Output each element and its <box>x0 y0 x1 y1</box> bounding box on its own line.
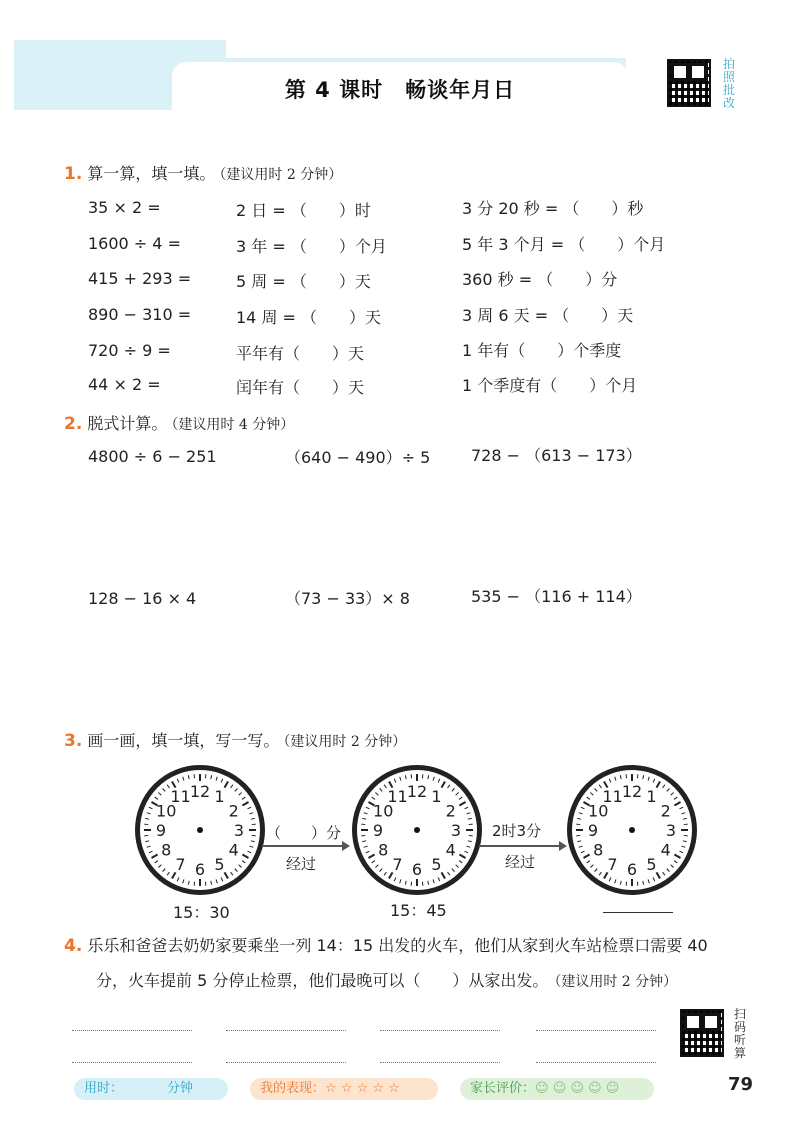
page-title: 第 4 课时 畅谈年月日 <box>284 78 516 102</box>
q4-line-2: 分，火车提前 5 分停止检票，他们最晚可以（ ）从家出发。 （建议用时 2 分钟） <box>96 971 678 990</box>
star-icon[interactable]: ☆ ☆ ☆ ☆ ☆ <box>325 1081 400 1096</box>
clock-tick <box>468 818 472 819</box>
clock-tick <box>211 881 212 885</box>
clock-tick <box>384 785 386 788</box>
q1-item: 1600 ÷ 4 = <box>88 234 181 253</box>
q1-item: 890 − 310 = <box>88 305 192 324</box>
q1-item[interactable]: 360 秒 = （ ）分 <box>462 270 618 289</box>
clock-tick <box>145 818 149 819</box>
arrow-right-icon <box>262 845 348 847</box>
clock-number: 12 <box>621 782 643 801</box>
q1-item[interactable]: 3 年 = （ ）个月 <box>236 237 387 256</box>
clock-tick <box>653 878 655 882</box>
clock-tick <box>438 878 440 882</box>
clock-tick <box>235 788 238 791</box>
clock-face <box>357 770 477 890</box>
clock-tick <box>595 869 598 872</box>
clock-tick <box>158 793 161 796</box>
clock-number: 5 <box>214 854 225 874</box>
clock-tick <box>459 802 465 806</box>
clock-tick <box>231 785 233 788</box>
clock-tick <box>242 802 248 806</box>
clock-tick <box>466 846 470 847</box>
q1-item: 35 × 2 = <box>88 198 161 217</box>
clock-tick <box>163 869 166 872</box>
clock-tick <box>452 869 455 872</box>
clock-number: 12 <box>189 782 211 801</box>
header-band-top <box>14 40 226 58</box>
clock-tick <box>158 865 161 868</box>
answer-dotted-line[interactable] <box>380 1062 500 1063</box>
clock-1[interactable] <box>135 765 265 895</box>
clock-tick <box>428 881 429 885</box>
clock-number: 9 <box>587 821 599 840</box>
answer-dotted-line[interactable] <box>72 1062 192 1063</box>
answer-dotted-line[interactable] <box>536 1062 656 1063</box>
q2-expression: 535 − （116 + 114） <box>471 587 642 606</box>
clock-number: 10 <box>156 801 177 821</box>
clock-tick <box>643 881 644 885</box>
clock-number: 3 <box>233 821 245 840</box>
clock-number: 12 <box>406 782 428 801</box>
clock-number: 3 <box>665 821 677 840</box>
clock-tick <box>581 851 585 853</box>
clock-tick <box>433 879 434 883</box>
q1-item[interactable]: 14 周 = （ ）天 <box>236 308 382 327</box>
q2-expression: 728 − （613 − 173） <box>471 446 642 465</box>
clock-tick <box>380 869 383 872</box>
clock-tick <box>251 818 255 819</box>
clock-tick <box>369 855 375 859</box>
clock-tick <box>249 813 253 814</box>
clock-tick <box>438 779 440 783</box>
clock-tick <box>577 818 581 819</box>
clock-tick <box>177 878 179 882</box>
clock-tick <box>216 777 217 781</box>
clock-tick <box>667 869 670 872</box>
clock-tick <box>599 872 601 875</box>
answer-dotted-line[interactable] <box>226 1030 346 1031</box>
clock-tick <box>609 878 611 882</box>
clock-tick <box>167 872 169 875</box>
clock-number: 7 <box>392 854 403 874</box>
clock-number: 11 <box>387 787 408 807</box>
clock-tick <box>221 779 223 783</box>
clock-tick <box>657 782 661 788</box>
clock-tick <box>216 879 217 883</box>
clock-tick <box>147 846 151 847</box>
clock-tick <box>394 878 396 882</box>
q1-item[interactable]: 3 分 20 秒 = （ ）秒 <box>462 199 644 218</box>
clock-tick <box>375 793 378 796</box>
clock-tick <box>674 802 680 806</box>
elapsed-label: 经过 <box>286 855 317 873</box>
clock-tick <box>648 777 649 781</box>
clock-number: 7 <box>607 854 618 874</box>
page-number: 79 <box>728 1074 754 1095</box>
q2-expression: （73 − 33）× 8 <box>285 589 410 608</box>
qr-top-label: 拍 照 批 改 <box>722 57 735 110</box>
q1-item[interactable]: 3 周 6 天 = （ ）天 <box>462 306 634 325</box>
clock-tick <box>590 865 593 868</box>
clock-tick <box>643 775 644 779</box>
answer-dotted-line[interactable] <box>536 1030 656 1031</box>
clock-number: 6 <box>626 860 638 879</box>
clock-tick <box>155 797 158 799</box>
clock-number: 2 <box>228 801 239 821</box>
clock-2[interactable] <box>352 765 482 895</box>
clock-tick <box>163 788 166 791</box>
answer-dotted-line[interactable] <box>72 1030 192 1031</box>
clock-tick <box>248 807 252 809</box>
q1-item[interactable]: 1 年有（ ）个季度 <box>462 341 622 360</box>
elapsed-value: 2时3分 <box>492 822 542 840</box>
q1-heading: 1. 算一算，填一填。 （建议用时 2 分钟） <box>64 164 343 184</box>
clock-number: 11 <box>602 787 623 807</box>
q1-item[interactable]: 2 日 = （ ）时 <box>236 201 371 220</box>
clock-tick <box>657 872 661 878</box>
clock-tick <box>681 846 685 847</box>
q2-expression: 4800 ÷ 6 − 251 <box>88 447 217 466</box>
clock-tick <box>251 841 255 842</box>
clock-tick <box>364 813 368 814</box>
clock-tick <box>452 788 455 791</box>
clock-3-answer-line[interactable] <box>603 912 673 913</box>
clock-tick <box>683 841 687 842</box>
q1-item[interactable]: 1 个季度有（ ）个月 <box>462 376 638 395</box>
clock-tick <box>459 797 462 799</box>
clock-face <box>140 770 260 890</box>
q1-item[interactable]: 闰年有（ ）天 <box>236 378 365 397</box>
clock-tick <box>152 855 158 859</box>
q1-item[interactable]: 5 周 = （ ）天 <box>236 272 371 291</box>
footer-time: 用时： 分钟 <box>74 1078 228 1100</box>
clock-center <box>629 827 635 833</box>
clock-tick <box>183 879 184 883</box>
clock-tick <box>459 855 465 859</box>
clock-tick <box>448 872 450 875</box>
clock-1-time: 15：30 <box>173 903 230 922</box>
clock-number: 4 <box>228 840 239 860</box>
footer-parent: 家长评价：☺ ☺ ☺ ☺ ☺ <box>460 1078 654 1100</box>
clock-number: 11 <box>170 787 191 807</box>
clock-tick <box>663 785 665 788</box>
clock-tick <box>242 861 245 863</box>
q4-line-1: 4. 乐乐和爸爸去奶奶家要乘坐一列 14：15 出发的火车，他们从家到火车站检票口需要 40 <box>64 936 708 956</box>
clock-tick <box>242 797 245 799</box>
clock-tick <box>372 797 375 799</box>
clock-number: 2 <box>445 801 456 821</box>
clock-tick <box>145 841 149 842</box>
clock-tick <box>577 841 581 842</box>
q1-item[interactable]: 5 年 3 个月 = （ ）个月 <box>462 235 666 254</box>
clock-tick <box>680 807 684 809</box>
clock-tick <box>235 869 238 872</box>
clock-number: 5 <box>431 854 442 874</box>
clock-number: 8 <box>593 840 604 860</box>
clock-tick <box>183 777 184 781</box>
clock-tick <box>177 779 179 783</box>
clock-tick <box>456 793 459 796</box>
clock-tick <box>671 793 674 796</box>
q2-expression: 128 − 16 × 4 <box>88 589 197 608</box>
clock-tick <box>620 881 621 885</box>
clock-number: 4 <box>660 840 671 860</box>
clock-tick <box>167 785 169 788</box>
q2-expression: （640 − 490）÷ 5 <box>285 448 431 467</box>
q1-item: 415 + 293 = <box>88 269 192 288</box>
clock-number: 9 <box>155 821 167 840</box>
clock-tick <box>442 782 446 788</box>
clock-tick <box>465 807 469 809</box>
clock-tick <box>372 861 375 863</box>
clock-number: 7 <box>175 854 186 874</box>
clock-tick <box>579 813 583 814</box>
clock-tick <box>671 865 674 868</box>
clock-tick <box>428 775 429 779</box>
clock-tick <box>442 872 446 878</box>
clock-tick <box>667 788 670 791</box>
clock-number: 9 <box>372 821 384 840</box>
clock-tick <box>221 878 223 882</box>
clock-tick <box>674 855 680 859</box>
clock-tick <box>362 841 366 842</box>
clock-face <box>572 770 692 890</box>
clock-tick <box>681 813 685 814</box>
clock-tick <box>615 879 616 883</box>
clock-tick <box>225 872 229 878</box>
clock-tick <box>375 865 378 868</box>
clock-tick <box>590 793 593 796</box>
clock-center <box>414 827 420 833</box>
clock-tick <box>674 797 677 799</box>
clock-tick <box>239 793 242 796</box>
clock-tick <box>683 818 687 819</box>
clock-tick <box>615 777 616 781</box>
clock-tick <box>248 851 252 853</box>
clock-center <box>197 827 203 833</box>
clock-tick <box>663 872 665 875</box>
clock-tick <box>648 879 649 883</box>
clock-tick <box>149 851 153 853</box>
clock-tick <box>405 881 406 885</box>
clock-number: 1 <box>646 787 657 807</box>
answer-dotted-line[interactable] <box>226 1062 346 1063</box>
clock-number: 1 <box>214 787 225 807</box>
q2-heading: 2. 脱式计算。 （建议用时 4 分钟） <box>64 414 295 434</box>
clock-tick <box>147 813 151 814</box>
clock-tick <box>211 775 212 779</box>
clock-tick <box>225 782 229 788</box>
elapsed-label: 经过 <box>505 853 536 871</box>
clock-number: 5 <box>646 854 657 874</box>
clock-tick <box>465 851 469 853</box>
clock-3[interactable] <box>567 765 697 895</box>
clock-tick <box>456 865 459 868</box>
clock-tick <box>362 818 366 819</box>
clock-tick <box>587 861 590 863</box>
clock-tick <box>448 785 450 788</box>
clock-tick <box>609 779 611 783</box>
clock-tick <box>595 788 598 791</box>
clock-tick <box>249 846 253 847</box>
q3-heading: 3. 画一画，填一填，写一写。 （建议用时 2 分钟） <box>64 731 407 751</box>
clock-tick <box>400 777 401 781</box>
clock-tick <box>674 861 677 863</box>
clock-number: 10 <box>373 801 394 821</box>
q1-item[interactable]: 平年有（ ）天 <box>236 344 365 363</box>
footer-performance: 我的表现：☆ ☆ ☆ ☆ ☆ <box>250 1078 438 1100</box>
smiley-icon[interactable]: ☺ ☺ ☺ ☺ ☺ <box>535 1081 620 1096</box>
clock-tick <box>599 785 601 788</box>
clock-tick <box>384 872 386 875</box>
clock-tick <box>380 788 383 791</box>
clock-number: 10 <box>588 801 609 821</box>
clock-2-time: 15：45 <box>390 901 447 920</box>
qr-code-icon[interactable] <box>680 1009 724 1057</box>
clock-tick <box>579 846 583 847</box>
arrow-right-icon <box>479 845 565 847</box>
clock-tick <box>188 881 189 885</box>
clock-tick <box>149 807 153 809</box>
clock-tick <box>366 807 370 809</box>
answer-dotted-line[interactable] <box>380 1030 500 1031</box>
clock-tick <box>239 865 242 868</box>
clock-tick <box>394 779 396 783</box>
clock-number: 8 <box>161 840 172 860</box>
clock-number: 6 <box>411 860 423 879</box>
clock-tick <box>242 855 248 859</box>
clock-tick <box>231 872 233 875</box>
clock-tick <box>584 855 590 859</box>
clock-tick <box>433 777 434 781</box>
clock-tick <box>188 775 189 779</box>
clock-tick <box>400 879 401 883</box>
q1-item: 720 ÷ 9 = <box>88 341 171 360</box>
clock-number: 3 <box>450 821 462 840</box>
clock-tick <box>581 807 585 809</box>
clock-tick <box>364 846 368 847</box>
q1-item: 44 × 2 = <box>88 375 161 394</box>
clock-tick <box>466 813 470 814</box>
clock-tick <box>653 779 655 783</box>
clock-tick <box>468 841 472 842</box>
clock-tick <box>155 861 158 863</box>
clock-tick <box>405 775 406 779</box>
qr-code-icon[interactable] <box>667 59 711 107</box>
clock-number: 1 <box>431 787 442 807</box>
clock-number: 8 <box>378 840 389 860</box>
clock-tick <box>366 851 370 853</box>
clock-tick <box>620 775 621 779</box>
clock-tick <box>459 861 462 863</box>
clock-number: 4 <box>445 840 456 860</box>
clock-tick <box>587 797 590 799</box>
qr-bottom-label: 扫 码 听 算 <box>733 1007 746 1060</box>
clock-number: 6 <box>194 860 206 879</box>
clock-number: 2 <box>660 801 671 821</box>
elapsed-blank[interactable]: （ ）分 <box>266 824 342 842</box>
clock-tick <box>680 851 684 853</box>
